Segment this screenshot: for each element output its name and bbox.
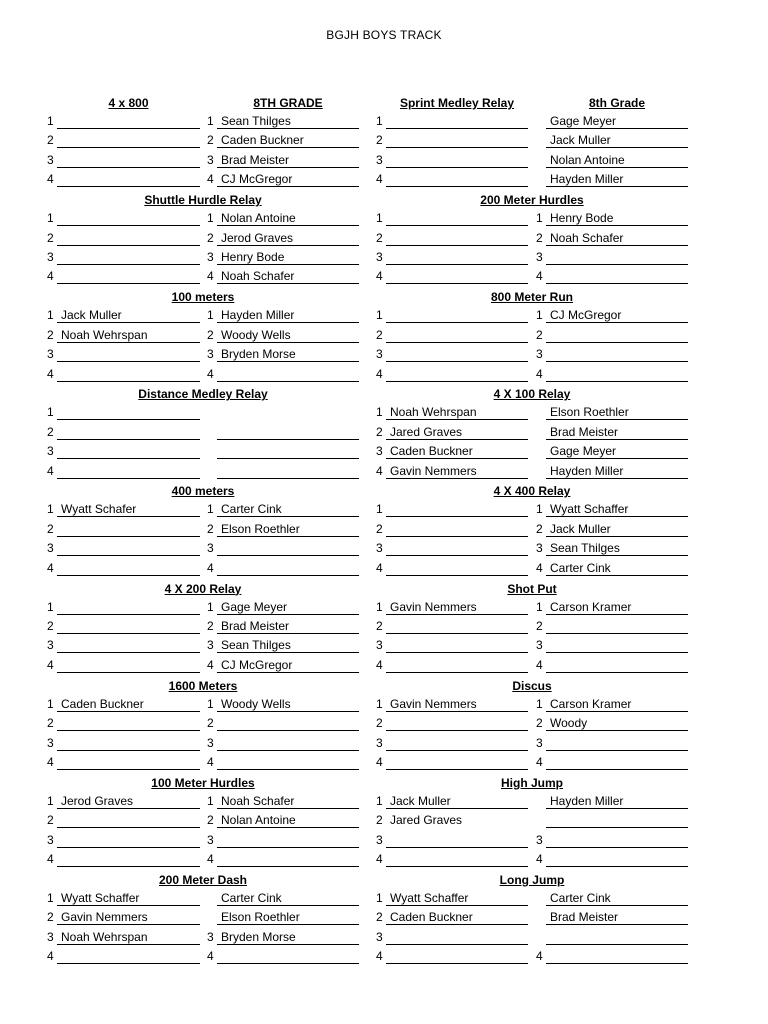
entry-field[interactable]: Noah Schafer	[217, 269, 359, 284]
entry-field[interactable]	[386, 833, 528, 848]
place-number: 4	[376, 269, 383, 284]
entry-field[interactable]	[546, 736, 688, 751]
place-number: 2	[536, 618, 543, 633]
entry-field[interactable]	[57, 464, 200, 479]
event-header: High Jump	[501, 775, 563, 790]
entry-field[interactable]: Caden Buckner	[217, 133, 359, 148]
entry-field[interactable]	[217, 541, 359, 556]
place-number: 1	[376, 793, 383, 808]
place-number: 3	[376, 735, 383, 750]
place-number: 2	[47, 910, 54, 925]
entry-field[interactable]	[57, 658, 200, 673]
place-number: 2	[376, 618, 383, 633]
entry-field[interactable]: Carter Cink	[217, 891, 359, 906]
entry-field[interactable]: Bryden Morse	[217, 930, 359, 945]
event-header: 200 Meter Hurdles	[480, 193, 584, 208]
place-number: 3	[536, 638, 543, 653]
entry-field[interactable]	[546, 250, 688, 265]
place-number: 2	[207, 521, 214, 536]
entry-field[interactable]	[57, 716, 200, 731]
place-number: 4	[207, 366, 214, 381]
place-number: 3	[207, 347, 214, 362]
entry-field[interactable]	[57, 269, 200, 284]
entry-field[interactable]	[546, 852, 688, 867]
place-number: 3	[536, 250, 543, 264]
place-number: 2	[47, 230, 54, 245]
place-number: 1	[47, 405, 54, 420]
place-number: 4	[536, 657, 543, 672]
entry-field[interactable]	[546, 638, 688, 653]
place-number: 2	[47, 133, 54, 148]
place-number: 4	[207, 172, 214, 187]
place-number: 3	[376, 347, 383, 362]
place-number: 1	[47, 502, 54, 517]
entry-field[interactable]	[57, 153, 200, 168]
entry-field[interactable]: Sean Thilges	[217, 114, 359, 129]
entry-field[interactable]: Sean Thilges	[546, 541, 688, 556]
entry-field[interactable]: Hayden Miller	[546, 172, 688, 187]
place-number: 1	[47, 211, 54, 226]
event-header: 800 Meter Run	[490, 290, 574, 305]
place-number: 4	[47, 657, 54, 672]
place-number: 4	[376, 560, 383, 575]
entry-field[interactable]	[386, 930, 528, 945]
entry-field[interactable]: Jack Muller	[546, 522, 688, 537]
entry-field[interactable]	[386, 502, 528, 517]
entry-field[interactable]	[57, 347, 200, 362]
entry-field[interactable]: Noah Wehrspan	[57, 930, 200, 945]
place-number: 3	[47, 347, 54, 362]
event-header: 4 x 800	[108, 96, 149, 110]
entry-field[interactable]	[217, 852, 359, 867]
entry-field[interactable]: Caden Buckner	[386, 910, 528, 925]
entry-field[interactable]: Caden Buckner	[57, 697, 200, 712]
entry-field[interactable]	[386, 114, 528, 129]
place-number: 1	[207, 114, 214, 128]
place-number: 2	[536, 521, 543, 536]
entry-field[interactable]	[57, 638, 200, 653]
place-number: 3	[47, 444, 54, 459]
entry-field[interactable]	[386, 561, 528, 576]
place-number: 4	[47, 852, 54, 867]
place-number: 4	[536, 754, 543, 769]
place-number: 3	[536, 541, 543, 556]
entry-field[interactable]	[57, 541, 200, 556]
event-header: Sprint Medley Relay	[399, 96, 515, 110]
place-number: 4	[376, 754, 383, 769]
place-number: 3	[376, 250, 383, 264]
place-number: 3	[376, 929, 383, 944]
place-number: 2	[207, 813, 214, 828]
place-number: 4	[47, 172, 54, 187]
entry-field[interactable]	[57, 133, 200, 148]
place-number: 4	[207, 754, 214, 769]
place-number: 1	[376, 405, 383, 420]
event-header: 4 X 400 Relay	[493, 484, 571, 499]
place-number: 4	[47, 949, 54, 964]
entry-field[interactable]	[217, 444, 359, 459]
place-number: 4	[376, 949, 383, 964]
place-number: 4	[376, 852, 383, 867]
place-number: 4	[376, 657, 383, 672]
place-number: 1	[47, 793, 54, 808]
entry-field[interactable]	[57, 813, 200, 828]
entry-field[interactable]	[386, 949, 528, 964]
entry-field[interactable]	[57, 425, 200, 440]
place-number: 2	[536, 230, 543, 245]
entry-field[interactable]: Nolan Antoine	[217, 813, 359, 828]
entry-field[interactable]: Nolan Antoine	[546, 153, 688, 168]
place-number: 3	[207, 832, 214, 847]
entry-field[interactable]	[546, 619, 688, 634]
place-number: 3	[376, 541, 383, 556]
place-number: 1	[376, 502, 383, 517]
place-number: 2	[47, 327, 54, 342]
entry-field[interactable]	[546, 367, 688, 382]
entry-field[interactable]: Carter Cink	[217, 502, 359, 517]
document-title: BGJH BOYS TRACK	[326, 28, 442, 42]
entry-field[interactable]	[546, 269, 688, 284]
place-number: 1	[47, 599, 54, 614]
entry-field[interactable]	[57, 852, 200, 867]
entry-field[interactable]: Elson Roethler	[217, 522, 359, 537]
place-number: 2	[376, 424, 383, 439]
place-number: 1	[207, 211, 214, 226]
event-header: 400 meters	[171, 484, 235, 499]
entry-field[interactable]	[546, 658, 688, 673]
place-number: 4	[47, 754, 54, 769]
entry-field[interactable]: Wyatt Schafer	[57, 502, 200, 517]
place-number: 3	[207, 929, 214, 944]
place-number: 2	[376, 133, 383, 148]
event-header: 200 Meter Dash	[158, 872, 248, 887]
entry-field[interactable]: Gavin Nemmers	[386, 464, 528, 479]
place-number: 3	[47, 929, 54, 944]
place-number: 2	[47, 424, 54, 439]
entry-field[interactable]: Carson Kramer	[546, 697, 688, 712]
place-number: 1	[47, 114, 54, 128]
place-number: 2	[536, 327, 543, 342]
entry-field[interactable]	[57, 522, 200, 537]
place-number: 4	[47, 269, 54, 284]
entry-field[interactable]	[386, 541, 528, 556]
place-number: 2	[207, 230, 214, 245]
entry-field[interactable]: CJ McGregor	[217, 172, 359, 187]
entry-field[interactable]: Gage Meyer	[546, 444, 688, 459]
entry-field[interactable]	[386, 852, 528, 867]
entry-field[interactable]	[546, 347, 688, 362]
entry-field[interactable]	[57, 405, 200, 420]
place-number: 3	[207, 638, 214, 653]
place-number: 2	[47, 618, 54, 633]
grade-header: 8th Grade	[588, 96, 645, 110]
place-number: 1	[376, 308, 383, 323]
entry-field[interactable]	[546, 949, 688, 964]
entry-field[interactable]	[217, 405, 359, 420]
entry-field[interactable]	[57, 114, 200, 129]
entry-field[interactable]	[386, 716, 528, 731]
entry-field[interactable]: Nolan Antoine	[217, 211, 359, 226]
entry-field[interactable]: CJ McGregor	[546, 308, 688, 323]
place-number: 1	[376, 114, 383, 128]
place-number: 1	[47, 308, 54, 323]
entry-field[interactable]: Jack Muller	[546, 133, 688, 148]
place-number: 1	[376, 211, 383, 226]
entry-field[interactable]: Noah Wehrspan	[386, 405, 528, 420]
place-number: 3	[47, 638, 54, 653]
entry-field[interactable]: Gavin Nemmers	[386, 697, 528, 712]
entry-field[interactable]	[386, 367, 528, 382]
entry-field[interactable]: Wyatt Schaffer	[386, 891, 528, 906]
entry-field[interactable]: Jared Graves	[390, 813, 463, 828]
place-number: 1	[47, 890, 54, 905]
place-number: 2	[47, 716, 54, 731]
entry-field[interactable]: Noah Schafer	[546, 231, 688, 246]
entry-field[interactable]: Hayden Miller	[546, 464, 688, 479]
place-number: 4	[536, 949, 543, 964]
entry-field[interactable]	[217, 464, 359, 479]
place-number: 2	[207, 133, 214, 148]
entry-field[interactable]: Jack Muller	[386, 794, 528, 809]
entry-field[interactable]: Wyatt Schaffer	[546, 502, 688, 517]
place-number: 2	[376, 813, 383, 828]
entry-field[interactable]: CJ McGregor	[217, 658, 359, 673]
place-number: 4	[47, 366, 54, 381]
place-number: 1	[376, 599, 383, 614]
place-number: 1	[536, 696, 543, 711]
entry-field[interactable]	[546, 833, 688, 848]
place-number: 3	[376, 152, 383, 167]
entry-field[interactable]	[546, 755, 688, 770]
entry-field[interactable]	[386, 328, 528, 343]
entry-field[interactable]: Gage Meyer	[546, 114, 688, 129]
place-number: 2	[536, 716, 543, 731]
place-number: 2	[376, 716, 383, 731]
event-header: Long Jump	[499, 872, 565, 887]
entry-field[interactable]	[57, 619, 200, 634]
entry-field[interactable]: Noah Schafer	[217, 794, 359, 809]
entry-field[interactable]	[57, 600, 200, 615]
entry-field[interactable]	[57, 211, 200, 226]
place-number: 1	[376, 890, 383, 905]
place-number: 1	[376, 696, 383, 711]
place-number: 2	[376, 521, 383, 536]
event-header: Shuttle Hurdle Relay	[144, 193, 262, 208]
place-number: 1	[207, 308, 214, 323]
entry-field[interactable]	[57, 755, 200, 770]
entry-field[interactable]	[386, 638, 528, 653]
entry-field[interactable]	[386, 250, 528, 265]
entry-field[interactable]: Woody	[546, 716, 688, 731]
entry-field[interactable]	[386, 755, 528, 770]
entry-field[interactable]	[57, 444, 200, 459]
entry-field[interactable]	[386, 153, 528, 168]
entry-field[interactable]	[386, 522, 528, 537]
place-number: 1	[207, 502, 214, 517]
entry-field[interactable]	[217, 755, 359, 770]
place-number: 4	[207, 949, 214, 964]
entry-field[interactable]: Jared Graves	[386, 425, 528, 440]
entry-field[interactable]	[386, 658, 528, 673]
place-number: 3	[47, 541, 54, 556]
entry-field[interactable]	[217, 367, 359, 382]
event-header: Shot Put	[507, 581, 557, 596]
place-number: 3	[47, 152, 54, 167]
entry-field[interactable]	[57, 736, 200, 751]
event-header: Discus	[512, 678, 552, 693]
entry-field[interactable]	[386, 211, 528, 226]
entry-field[interactable]	[386, 133, 528, 148]
entry-field[interactable]	[217, 949, 359, 964]
entry-field[interactable]: Brad Meister	[217, 619, 359, 634]
entry-field[interactable]	[386, 308, 528, 323]
entry-field[interactable]: Carson Kramer	[546, 600, 688, 615]
place-number: 4	[47, 560, 54, 575]
entry-field[interactable]	[546, 813, 688, 828]
place-number: 2	[376, 230, 383, 245]
place-number: 1	[47, 696, 54, 711]
grade-header: 8TH GRADE	[253, 96, 323, 110]
entry-field[interactable]: Elson Roethler	[546, 405, 688, 420]
place-number: 3	[536, 735, 543, 750]
place-number: 1	[536, 502, 543, 517]
place-number: 3	[47, 832, 54, 847]
entry-field[interactable]: Wyatt Schaffer	[57, 891, 200, 906]
place-number: 3	[376, 638, 383, 653]
entry-field[interactable]: Carter Cink	[546, 561, 688, 576]
place-number: 4	[207, 560, 214, 575]
entry-field[interactable]: Elson Roethler	[217, 910, 359, 925]
entry-field[interactable]: Gavin Nemmers	[386, 600, 528, 615]
event-header: 100 Meter Hurdles	[151, 775, 255, 790]
entry-field[interactable]: Jerod Graves	[217, 231, 359, 246]
place-number: 1	[536, 308, 543, 323]
place-number: 3	[376, 832, 383, 847]
entry-field[interactable]	[546, 328, 688, 343]
entry-field[interactable]: Sean Thilges	[217, 638, 359, 653]
event-header: 4 X 200 Relay	[164, 581, 242, 596]
place-number: 3	[47, 250, 54, 264]
place-number: 3	[47, 735, 54, 750]
entry-field[interactable]	[217, 716, 359, 731]
place-number: 3	[536, 832, 543, 847]
entry-field[interactable]	[57, 833, 200, 848]
place-number: 2	[376, 910, 383, 925]
place-number: 4	[376, 366, 383, 381]
entry-field[interactable]	[57, 949, 200, 964]
entry-field[interactable]	[57, 250, 200, 265]
place-number: 1	[536, 599, 543, 614]
place-number: 2	[376, 327, 383, 342]
place-number: 4	[536, 852, 543, 867]
place-number: 1	[207, 599, 214, 614]
entry-field[interactable]: Hayden Miller	[217, 308, 359, 323]
place-number: 3	[536, 347, 543, 362]
entry-field[interactable]: Noah Wehrspan	[57, 328, 200, 343]
entry-field[interactable]	[386, 347, 528, 362]
entry-field[interactable]	[57, 367, 200, 382]
place-number: 2	[47, 813, 54, 828]
entry-field[interactable]: Gage Meyer	[217, 600, 359, 615]
entry-field[interactable]	[57, 561, 200, 576]
place-number: 4	[536, 560, 543, 575]
entry-field[interactable]	[386, 172, 528, 187]
entry-field[interactable]: Bryden Morse	[217, 347, 359, 362]
entry-field[interactable]	[57, 231, 200, 246]
place-number: 3	[376, 444, 383, 459]
entry-field[interactable]	[386, 269, 528, 284]
entry-field[interactable]	[386, 231, 528, 246]
entry-field[interactable]	[386, 736, 528, 751]
place-number: 4	[47, 463, 54, 478]
place-number: 2	[207, 618, 214, 633]
entry-field[interactable]	[57, 172, 200, 187]
place-number: 1	[536, 211, 543, 226]
entry-field[interactable]	[217, 833, 359, 848]
entry-field[interactable]: Brad Meister	[217, 153, 359, 168]
place-number: 3	[207, 152, 214, 167]
entry-field[interactable]: Woody Wells	[217, 328, 359, 343]
place-number: 4	[376, 463, 383, 478]
entry-field[interactable]: Henry Bode	[546, 211, 688, 226]
place-number: 1	[207, 696, 214, 711]
place-number: 4	[207, 657, 214, 672]
place-number: 4	[376, 172, 383, 187]
entry-field[interactable]: Henry Bode	[217, 250, 359, 265]
entry-field[interactable]: Gavin Nemmers	[57, 910, 200, 925]
entry-field[interactable]	[546, 930, 688, 945]
entry-field[interactable]: Jack Muller	[57, 308, 200, 323]
event-header: 4 X 100 Relay	[493, 387, 571, 402]
entry-field[interactable]	[217, 736, 359, 751]
entry-field[interactable]	[386, 619, 528, 634]
place-number: 3	[207, 541, 214, 556]
entry-field[interactable]	[217, 561, 359, 576]
place-number: 4	[536, 366, 543, 381]
entry-field[interactable]: Hayden Miller	[546, 794, 688, 809]
place-number: 2	[207, 327, 214, 342]
place-number: 2	[47, 521, 54, 536]
place-number: 1	[207, 793, 214, 808]
place-number: 4	[536, 269, 543, 284]
event-header: 100 meters	[171, 290, 235, 305]
place-number: 3	[207, 735, 214, 750]
place-number: 2	[207, 716, 214, 731]
entry-field[interactable]: Carter Cink	[546, 891, 688, 906]
entry-field[interactable]: Brad Meister	[546, 425, 688, 440]
event-header: 1600 Meters	[168, 678, 238, 693]
event-header: Distance Medley Relay	[138, 387, 268, 402]
place-number: 3	[207, 250, 214, 264]
entry-field[interactable]: Woody Wells	[217, 697, 359, 712]
entry-field[interactable]	[217, 425, 359, 440]
entry-field[interactable]: Brad Meister	[546, 910, 688, 925]
entry-field[interactable]: Caden Buckner	[386, 444, 528, 459]
place-number: 4	[207, 269, 214, 284]
entry-field[interactable]: Jerod Graves	[57, 794, 200, 809]
place-number: 4	[207, 852, 214, 867]
